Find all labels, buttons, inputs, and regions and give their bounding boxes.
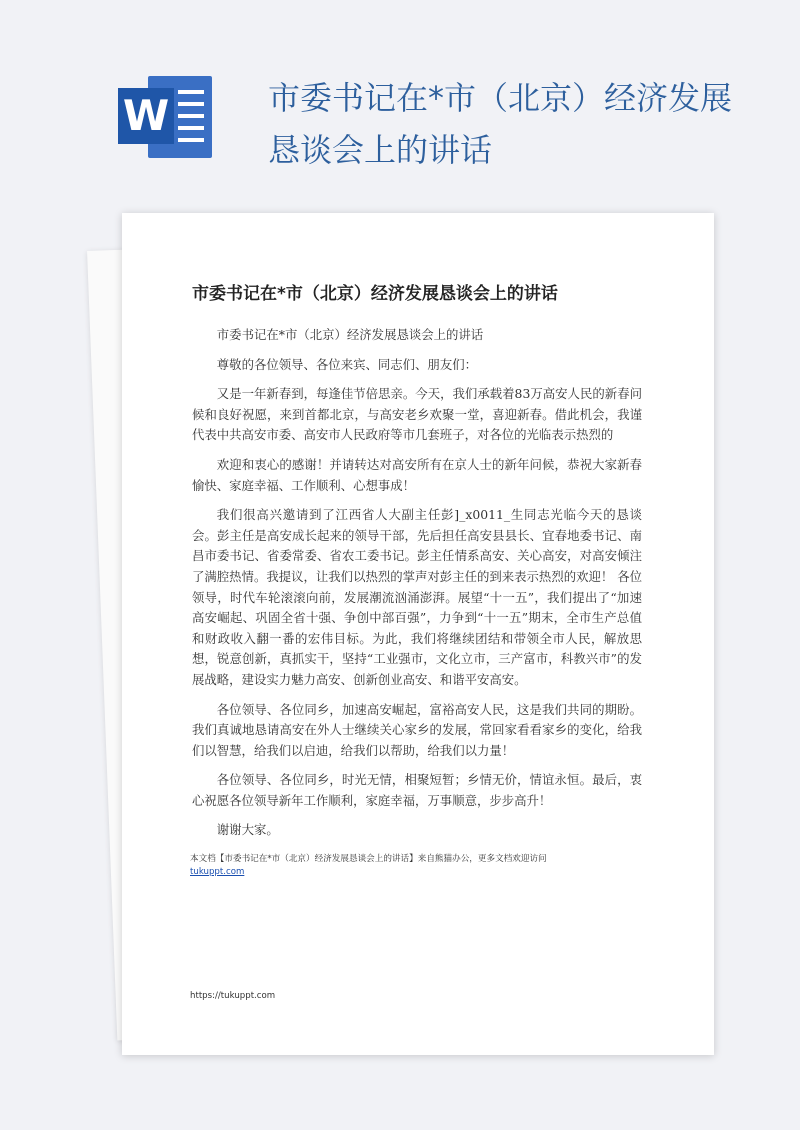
word-logo (118, 70, 214, 162)
word-letter-badge: W (118, 88, 174, 144)
document-body (192, 325, 642, 850)
paragraph: 我们很高兴邀请到了江西省人大副主任彭]_x0011_生同志光临今天的恳谈会。彭主任是高安成长起来的领导干部，先后担任高安县县长、宜春地委书记、南昌市委书记、省委常委、省农工委书记。彭主任情系高安、关心高安，对高安倾注了满腔热情。我提议，让我们以热烈的掌声对彭主任的到来表示热烈的欢迎！ 各位领导，时代车轮滚滚向前，发展潮流汹涌澎湃。展望“十一五”，我们提出了“加速高安崛起、巩固全省十强、争创中部百强”，力争到“十一五”期末，全市生产总值和财政收入翻一番的宏伟目标。为此，我们将继续团结和带领全市人民，解放思想，锐意创新，真抓实干，坚持“工业强市，文化立市，三产富市，科教兴市”的发展战略，建设实力魅力高安、创新创业高安、和谐平安高安。 (192, 507, 643, 687)
footer-note-text: 本文档【市委书记在*市（北京）经济发展恳谈会上的讲话】来自熊猫办公，更多文档欢迎访问 (190, 854, 547, 864)
footer-link[interactable]: tukuppt.com (190, 867, 245, 877)
header-title: 市委书记在*市（北京）经济发展恳谈会上的讲话 (268, 79, 733, 169)
paragraph: 尊敬的各位领导、各位来宾、同志们、朋友们： (216, 356, 477, 372)
paragraph: 又是一年新春到，每逢佳节倍思亲。今天，我们承载着83万高安人民的新春问候和良好祝愿，来到首都北京，与高安老乡欢聚一堂，喜迎新春。借此机会，我谨代表中共高安市委、高安市人民政府等市几套班子，对各位的光临表示热烈的 (192, 386, 642, 443)
paragraph: 市委书记在*市（北京）经济发展恳谈会上的讲话 (216, 327, 484, 342)
document-page (122, 213, 714, 1055)
paragraph: 各位领导、各位同乡，时光无情，相聚短暂；乡情无价，情谊永恒。最后，衷心祝愿各位领导新年工作顺利，家庭幸福，万事顺意，步步高升！ (192, 772, 642, 808)
document-title: 市委书记在*市（北京）经济发展恳谈会上的讲话 (192, 284, 558, 304)
paragraph: 欢迎和衷心的感谢！并请转达对高安所有在京人士的新年问候，恭祝大家新春愉快、家庭幸福、工作顺利、心想事成！ (192, 456, 642, 493)
paragraph: 各位领导、各位同乡，加速高安崛起，富裕高安人民，这是我们共同的期盼。我们真诚地恳请高安在外人士继续关心家乡的发展，常回家看看家乡的变化，给我们以智慧，给我们以启迪，给我们以帮助，给我们以力量！ (192, 701, 642, 758)
page-url[interactable]: https://tukuppt.com (190, 991, 276, 1001)
footer-note (190, 853, 650, 879)
paragraph: 谢谢大家。 (216, 822, 279, 838)
